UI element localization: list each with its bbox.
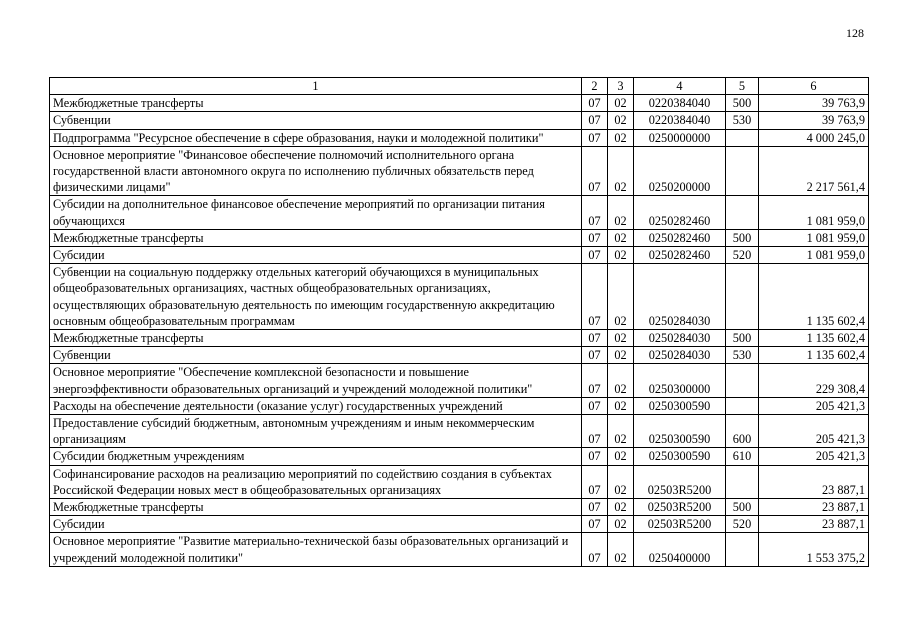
table-row xyxy=(50,264,869,330)
section-cell: 07 xyxy=(582,146,608,196)
table-row xyxy=(50,415,869,448)
target-article-cell: 0250300590 xyxy=(634,415,726,448)
section-cell: 07 xyxy=(582,264,608,330)
row-name-cell: Субсидии xyxy=(50,247,582,264)
target-article-cell: 0250282460 xyxy=(634,196,726,229)
amount-cell: 205 421,3 xyxy=(759,448,869,465)
expense-type-cell xyxy=(726,196,759,229)
row-name-cell: Расходы на обеспечение деятельности (оказание услуг) государственных учреждений xyxy=(50,397,582,414)
target-article-cell: 0220384040 xyxy=(634,95,726,112)
table-row xyxy=(50,146,869,196)
target-article-cell: 0250300590 xyxy=(634,448,726,465)
row-name-cell: Основное мероприятие "Обеспечение комплексной безопасности и повышение энергоэффективности образовательных организаций и учреждений молодежной политики" xyxy=(50,364,582,397)
column-header-4: 4 xyxy=(634,78,726,95)
target-article-cell: 0250200000 xyxy=(634,146,726,196)
expense-type-cell xyxy=(726,397,759,414)
target-article-cell: 0250000000 xyxy=(634,129,726,146)
section-cell: 07 xyxy=(582,347,608,364)
amount-cell: 1 135 602,4 xyxy=(759,264,869,330)
section-cell: 07 xyxy=(582,112,608,129)
table-row xyxy=(50,229,869,246)
expense-type-cell: 600 xyxy=(726,415,759,448)
column-header-2: 2 xyxy=(582,78,608,95)
table-header-row xyxy=(50,78,869,95)
row-name-cell: Субвенции xyxy=(50,347,582,364)
table-row xyxy=(50,397,869,414)
amount-cell: 1 135 602,4 xyxy=(759,330,869,347)
amount-cell: 205 421,3 xyxy=(759,397,869,414)
expense-type-cell xyxy=(726,146,759,196)
table-row xyxy=(50,499,869,516)
row-name-cell: Межбюджетные трансферты xyxy=(50,229,582,246)
expense-type-cell: 610 xyxy=(726,448,759,465)
section-cell: 07 xyxy=(582,247,608,264)
budget-table-body xyxy=(50,78,869,567)
row-name-cell: Субсидии на дополнительное финансовое обеспечение мероприятий по организации питания обучающихся xyxy=(50,196,582,229)
subsection-cell: 02 xyxy=(608,247,634,264)
table-row xyxy=(50,196,869,229)
expense-type-cell xyxy=(726,129,759,146)
column-header-3: 3 xyxy=(608,78,634,95)
section-cell: 07 xyxy=(582,95,608,112)
row-name-cell: Субвенции xyxy=(50,112,582,129)
target-article-cell: 0250284030 xyxy=(634,347,726,364)
subsection-cell: 02 xyxy=(608,448,634,465)
column-header-6: 6 xyxy=(759,78,869,95)
target-article-cell: 0220384040 xyxy=(634,112,726,129)
amount-cell: 1 081 959,0 xyxy=(759,247,869,264)
subsection-cell: 02 xyxy=(608,129,634,146)
expense-type-cell: 500 xyxy=(726,229,759,246)
amount-cell: 229 308,4 xyxy=(759,364,869,397)
target-article-cell: 0250400000 xyxy=(634,533,726,566)
target-article-cell: 0250284030 xyxy=(634,264,726,330)
target-article-cell: 0250284030 xyxy=(634,330,726,347)
row-name-cell: Субсидии бюджетным учреждениям xyxy=(50,448,582,465)
table-row xyxy=(50,112,869,129)
table-row xyxy=(50,448,869,465)
expense-type-cell: 500 xyxy=(726,95,759,112)
subsection-cell: 02 xyxy=(608,364,634,397)
amount-cell: 23 887,1 xyxy=(759,465,869,498)
table-row xyxy=(50,95,869,112)
row-name-cell: Софинансирование расходов на реализацию мероприятий по содействию создания в субъектах Российской Федерации новых мест в общеобразовательных организациях xyxy=(50,465,582,498)
row-name-cell: Подпрограмма "Ресурсное обеспечение в сфере образования, науки и молодежной политики" xyxy=(50,129,582,146)
amount-cell: 23 887,1 xyxy=(759,499,869,516)
expense-type-cell: 530 xyxy=(726,347,759,364)
subsection-cell: 02 xyxy=(608,415,634,448)
subsection-cell: 02 xyxy=(608,397,634,414)
section-cell: 07 xyxy=(582,330,608,347)
amount-cell: 39 763,9 xyxy=(759,112,869,129)
section-cell: 07 xyxy=(582,364,608,397)
table-row xyxy=(50,533,869,566)
row-name-cell: Основное мероприятие "Развитие материально-технической базы образовательных организаций и учреждений молодежной политики" xyxy=(50,533,582,566)
section-cell: 07 xyxy=(582,499,608,516)
amount-cell: 23 887,1 xyxy=(759,516,869,533)
subsection-cell: 02 xyxy=(608,112,634,129)
table-row xyxy=(50,247,869,264)
subsection-cell: 02 xyxy=(608,95,634,112)
expense-type-cell xyxy=(726,533,759,566)
subsection-cell: 02 xyxy=(608,499,634,516)
amount-cell: 1 081 959,0 xyxy=(759,196,869,229)
row-name-cell: Межбюджетные трансферты xyxy=(50,95,582,112)
subsection-cell: 02 xyxy=(608,533,634,566)
section-cell: 07 xyxy=(582,533,608,566)
section-cell: 07 xyxy=(582,196,608,229)
amount-cell: 1 553 375,2 xyxy=(759,533,869,566)
target-article-cell: 0250282460 xyxy=(634,247,726,264)
amount-cell: 205 421,3 xyxy=(759,415,869,448)
table-row xyxy=(50,516,869,533)
column-header-5: 5 xyxy=(726,78,759,95)
subsection-cell: 02 xyxy=(608,264,634,330)
row-name-cell: Субсидии xyxy=(50,516,582,533)
section-cell: 07 xyxy=(582,448,608,465)
subsection-cell: 02 xyxy=(608,465,634,498)
row-name-cell: Предоставление субсидий бюджетным, автономным учреждениям и иным некоммерческим организациям xyxy=(50,415,582,448)
subsection-cell: 02 xyxy=(608,229,634,246)
subsection-cell: 02 xyxy=(608,330,634,347)
column-header-1: 1 xyxy=(50,78,582,95)
expense-type-cell xyxy=(726,465,759,498)
table-row xyxy=(50,347,869,364)
row-name-cell: Межбюджетные трансферты xyxy=(50,499,582,516)
row-name-cell: Субвенции на социальную поддержку отдельных категорий обучающихся в муниципальных общеобразовательных организациях, частных общеобразовательных организациях, осуществляющих образовательную деятельность по имеющим государственную аккредитацию основным общеобразовательным программам xyxy=(50,264,582,330)
expense-type-cell xyxy=(726,364,759,397)
subsection-cell: 02 xyxy=(608,347,634,364)
section-cell: 07 xyxy=(582,516,608,533)
page-number: 128 xyxy=(846,26,864,40)
table-row xyxy=(50,330,869,347)
target-article-cell: 0250282460 xyxy=(634,229,726,246)
target-article-cell: 02503R5200 xyxy=(634,499,726,516)
expense-type-cell: 520 xyxy=(726,516,759,533)
section-cell: 07 xyxy=(582,229,608,246)
row-name-cell: Основное мероприятие "Финансовое обеспечение полномочий исполнительного органа государственной власти автономного округа по исполнению публичных обязательств перед физическими лицами" xyxy=(50,146,582,196)
table-row xyxy=(50,129,869,146)
amount-cell: 1 135 602,4 xyxy=(759,347,869,364)
target-article-cell: 02503R5200 xyxy=(634,465,726,498)
subsection-cell: 02 xyxy=(608,516,634,533)
section-cell: 07 xyxy=(582,129,608,146)
amount-cell: 39 763,9 xyxy=(759,95,869,112)
subsection-cell: 02 xyxy=(608,196,634,229)
target-article-cell: 0250300590 xyxy=(634,397,726,414)
section-cell: 07 xyxy=(582,397,608,414)
section-cell: 07 xyxy=(582,465,608,498)
amount-cell: 2 217 561,4 xyxy=(759,146,869,196)
table-row xyxy=(50,364,869,397)
table-row xyxy=(50,465,869,498)
row-name-cell: Межбюджетные трансферты xyxy=(50,330,582,347)
subsection-cell: 02 xyxy=(608,146,634,196)
amount-cell: 1 081 959,0 xyxy=(759,229,869,246)
target-article-cell: 02503R5200 xyxy=(634,516,726,533)
expense-type-cell: 500 xyxy=(726,499,759,516)
expense-type-cell: 530 xyxy=(726,112,759,129)
expense-type-cell xyxy=(726,264,759,330)
section-cell: 07 xyxy=(582,415,608,448)
amount-cell: 4 000 245,0 xyxy=(759,129,869,146)
expense-type-cell: 520 xyxy=(726,247,759,264)
budget-table xyxy=(49,77,869,567)
target-article-cell: 0250300000 xyxy=(634,364,726,397)
expense-type-cell: 500 xyxy=(726,330,759,347)
